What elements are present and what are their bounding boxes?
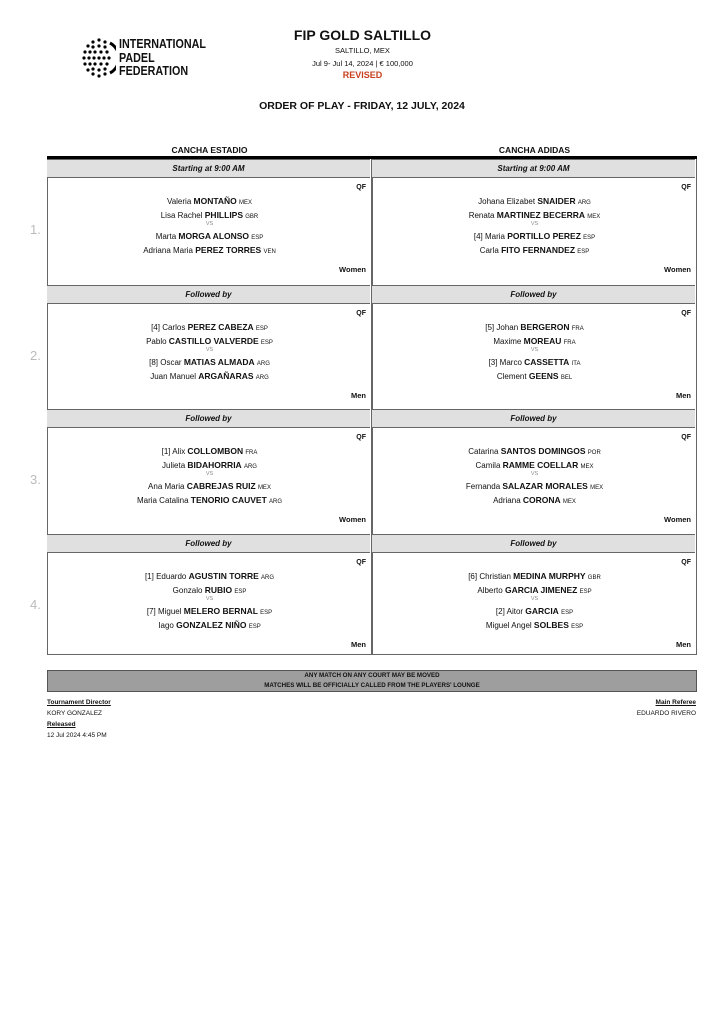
player-surname: COLLOMBON (187, 446, 244, 456)
referee-name: EDUARDO RIVERO (636, 710, 696, 717)
time-bar: Followed by (47, 285, 370, 304)
time-bar: Followed by (372, 409, 695, 428)
versus-label: VS (530, 471, 539, 477)
player-seed: [4] (151, 323, 160, 332)
match-category: Men (676, 391, 691, 400)
time-bar: Followed by (47, 534, 370, 553)
player-line (47, 446, 372, 456)
player-surname: SANTOS DOMINGOS (500, 446, 586, 456)
player-nationality: ESP (577, 249, 590, 255)
player-surname: PORTILLO PEREZ (507, 231, 581, 241)
player-nationality: FRA (245, 450, 258, 456)
player-first-name: Miguel (157, 607, 182, 616)
player-seed: [6] (468, 572, 478, 581)
player-first-name: Lisa Rachel (160, 211, 203, 220)
tournament-dates-prize: Jul 9- Jul 14, 2024 | € 100,000 (312, 59, 413, 68)
player-nationality: ESP (583, 235, 596, 241)
player-surname: PEREZ TORRES (195, 245, 262, 255)
player-first-name: Fernanda (465, 482, 501, 491)
row-number: 2. (30, 348, 41, 363)
player-line (47, 245, 372, 255)
player-first-name: Ana Maria (148, 482, 185, 491)
player-line (47, 460, 372, 470)
match-category: Men (351, 640, 366, 649)
player-line (372, 196, 697, 206)
time-bar: Starting at 9:00 AM (47, 159, 370, 178)
match-round: QF (681, 310, 691, 317)
player-surname: GONZALEZ NIÑO (176, 620, 247, 630)
time-bar: Followed by (47, 409, 370, 428)
player-seed: [3] (488, 358, 498, 367)
player-first-name: Eduardo (156, 572, 187, 581)
versus-label: VS (205, 596, 214, 602)
player-line (47, 620, 372, 630)
match-round: QF (681, 434, 691, 441)
player-line (372, 336, 697, 346)
player-surname: SALAZAR MORALES (502, 481, 588, 491)
player-first-name: Maria (484, 232, 505, 241)
player-seed: [5] (485, 323, 495, 332)
player-surname: CASTILLO VALVERDE (168, 336, 259, 346)
notice-banner (47, 670, 697, 692)
match-cell[interactable] (47, 178, 372, 284)
player-first-name: Camila (475, 461, 501, 470)
match-round: QF (356, 310, 366, 317)
player-surname: MONTAÑO (193, 196, 237, 206)
match-cell[interactable] (372, 178, 697, 284)
director-label: Tournament Director (47, 699, 111, 706)
player-line (47, 571, 372, 581)
tournament-title: FIP GOLD SALTILLO (293, 27, 432, 43)
time-bar: Followed by (372, 534, 695, 553)
row-number: 4. (30, 597, 41, 612)
player-seed: [1] (144, 572, 154, 581)
director-name: KORY GONZALEZ (47, 710, 103, 717)
player-nationality: MEX (590, 485, 604, 491)
match-category: Women (339, 515, 366, 524)
player-first-name: Julieta (162, 461, 186, 470)
player-surname: PHILLIPS (204, 210, 244, 220)
player-nationality: ESP (571, 624, 584, 630)
player-surname: CASSETTA (524, 357, 570, 367)
player-nationality: ARG (269, 499, 283, 505)
player-surname: FITO FERNANDEZ (501, 245, 576, 255)
player-first-name: Renata (468, 211, 495, 220)
player-first-name: Iago (158, 621, 174, 630)
released-value: 12 Jul 2024 4:45 PM (47, 732, 107, 739)
player-first-name: Miguel Angel (485, 621, 532, 630)
versus-label: VS (205, 347, 214, 353)
player-first-name: Alix (172, 447, 186, 456)
court-header-adidas: CANCHA ADIDAS (498, 145, 571, 155)
match-round: QF (356, 559, 366, 566)
player-nationality: GBR (245, 214, 259, 220)
order-of-play-heading: ORDER OF PLAY - FRIDAY, 12 JULY, 2024 (259, 100, 465, 112)
notice-line-2: MATCHES WILL BE OFFICIALLY CALLED FROM THE PLAYERS' LOUNGE (264, 681, 480, 689)
player-line (47, 231, 372, 241)
player-line (372, 322, 697, 332)
player-nationality: MEX (587, 214, 601, 220)
player-nationality: ESP (579, 589, 592, 595)
player-nationality: ARG (577, 200, 591, 206)
player-nationality: ESP (234, 589, 247, 595)
player-line (372, 481, 697, 491)
player-seed: [8] (149, 358, 158, 367)
player-nationality: ESP (251, 235, 264, 241)
player-nationality: FRA (571, 326, 584, 332)
player-surname: CORONA (522, 495, 561, 505)
match-cell[interactable] (372, 304, 697, 410)
player-first-name: Maria Catalina (136, 496, 189, 505)
player-seed: [2] (495, 607, 505, 616)
player-line (47, 196, 372, 206)
player-nationality: ESP (248, 624, 261, 630)
player-first-name: Carlos (162, 323, 186, 332)
versus-label: VS (530, 596, 539, 602)
time-bar: Starting at 9:00 AM (372, 159, 695, 178)
player-nationality: ESP (561, 610, 574, 616)
player-nationality: ESP (260, 340, 273, 346)
player-surname: GARCIA JIMENEZ (504, 585, 578, 595)
player-line (372, 245, 697, 255)
player-line (372, 585, 697, 595)
match-round: QF (681, 184, 691, 191)
player-nationality: VEN (263, 249, 276, 255)
released-label: Released (47, 721, 76, 728)
player-surname: BERGERON (520, 322, 570, 332)
player-first-name: Valeria (166, 197, 192, 206)
versus-label: VS (530, 221, 539, 227)
versus-label: VS (530, 347, 539, 353)
player-line (372, 446, 697, 456)
player-nationality: ARG (243, 464, 257, 470)
player-line (372, 210, 697, 220)
player-surname: TENORIO CAUVET (190, 495, 267, 505)
player-line (47, 210, 372, 220)
player-first-name: Adriana Maria (143, 246, 194, 255)
player-first-name: Gonzalo (172, 586, 203, 595)
player-surname: SOLBES (533, 620, 569, 630)
time-bar: Followed by (372, 285, 695, 304)
padel-ball-logo-icon (82, 37, 116, 79)
court-header-estadio: CANCHA ESTADIO (171, 145, 248, 155)
player-surname: AGUSTIN TORRE (188, 571, 259, 581)
player-nationality: ARG (256, 361, 270, 367)
player-surname: SNAIDER (537, 196, 576, 206)
player-first-name: Christian (479, 572, 511, 581)
match-cell[interactable] (47, 428, 372, 534)
player-line (47, 606, 372, 616)
match-category: Women (664, 265, 691, 274)
player-first-name: Clement (496, 372, 527, 381)
notice-line-1: ANY MATCH ON ANY COURT MAY BE MOVED (304, 672, 440, 679)
player-line (47, 322, 372, 332)
match-cell[interactable] (47, 304, 372, 410)
revised-status: REVISED (342, 70, 383, 80)
player-seed: [7] (146, 607, 156, 616)
player-seed: [4] (473, 232, 483, 241)
player-first-name: Marta (155, 232, 177, 241)
player-surname: MATIAS ALMADA (183, 357, 255, 367)
row-number: 1. (30, 222, 41, 237)
player-nationality: ARG (261, 575, 275, 581)
player-line (372, 495, 697, 505)
referee-label: Main Referee (655, 699, 696, 706)
player-nationality: GBR (587, 575, 601, 581)
player-line (47, 495, 372, 505)
player-surname: GEENS (528, 371, 559, 381)
player-line (372, 371, 697, 381)
player-surname: RUBIO (204, 585, 233, 595)
player-nationality: BEL (560, 375, 573, 381)
player-line (372, 231, 697, 241)
player-line (47, 481, 372, 491)
logo-wordmark: INTERNATIONAL PADEL FEDERATION (119, 37, 206, 78)
versus-label: VS (205, 221, 214, 227)
player-first-name: Carla (479, 246, 499, 255)
player-surname: GARCIA (525, 606, 559, 616)
player-first-name: Juan Manuel (150, 372, 197, 381)
match-cell[interactable] (372, 428, 697, 534)
player-nationality: ITA (571, 361, 581, 367)
player-nationality: FRA (563, 340, 576, 346)
player-line (47, 585, 372, 595)
player-nationality: MEX (239, 200, 253, 206)
player-nationality: MEX (580, 464, 594, 470)
player-nationality: POR (587, 450, 601, 456)
match-category: Men (351, 391, 366, 400)
player-first-name: Pablo (146, 337, 167, 346)
player-line (372, 357, 697, 367)
player-surname: MARTINEZ BECERRA (496, 210, 586, 220)
player-line (372, 460, 697, 470)
player-line (372, 606, 697, 616)
tournament-location: SALTILLO, MEX (335, 46, 390, 55)
match-round: QF (356, 184, 366, 191)
player-first-name: Catarina (468, 447, 499, 456)
match-category: Men (676, 640, 691, 649)
match-category: Women (664, 515, 691, 524)
match-round: QF (681, 559, 691, 566)
player-first-name: Maxime (493, 337, 522, 346)
player-first-name: Johana Elizabet (478, 197, 536, 206)
player-surname: MOREAU (523, 336, 562, 346)
versus-label: VS (205, 471, 214, 477)
player-surname: ARGAÑARAS (198, 371, 254, 381)
player-line (47, 336, 372, 346)
match-round: QF (356, 434, 366, 441)
player-line (47, 357, 372, 367)
match-cell[interactable] (47, 553, 372, 659)
player-first-name: Alberto (477, 586, 503, 595)
player-nationality: MEX (257, 485, 271, 491)
player-surname: RAMME COELLAR (502, 460, 579, 470)
player-surname: BIDAHORRIA (187, 460, 242, 470)
player-surname: MELERO BERNAL (183, 606, 258, 616)
player-seed: [1] (161, 447, 171, 456)
player-nationality: ESP (255, 326, 268, 332)
player-first-name: Adriana (493, 496, 521, 505)
player-nationality: ESP (260, 610, 273, 616)
player-line (47, 371, 372, 381)
player-nationality: ARG (255, 375, 269, 381)
player-nationality: MEX (562, 499, 576, 505)
player-first-name: Oscar (160, 358, 182, 367)
match-category: Women (339, 265, 366, 274)
match-cell[interactable] (372, 553, 697, 659)
player-first-name: Johan (496, 323, 519, 332)
player-surname: CABREJAS RUIZ (186, 481, 256, 491)
fip-logo (82, 37, 206, 79)
player-surname: MEDINA MURPHY (513, 571, 586, 581)
player-surname: MORGA ALONSO (178, 231, 250, 241)
player-line (372, 620, 697, 630)
player-first-name: Marco (499, 358, 522, 367)
player-surname: PEREZ CABEZA (187, 322, 254, 332)
player-line (372, 571, 697, 581)
row-number: 3. (30, 472, 41, 487)
player-first-name: Aitor (506, 607, 524, 616)
